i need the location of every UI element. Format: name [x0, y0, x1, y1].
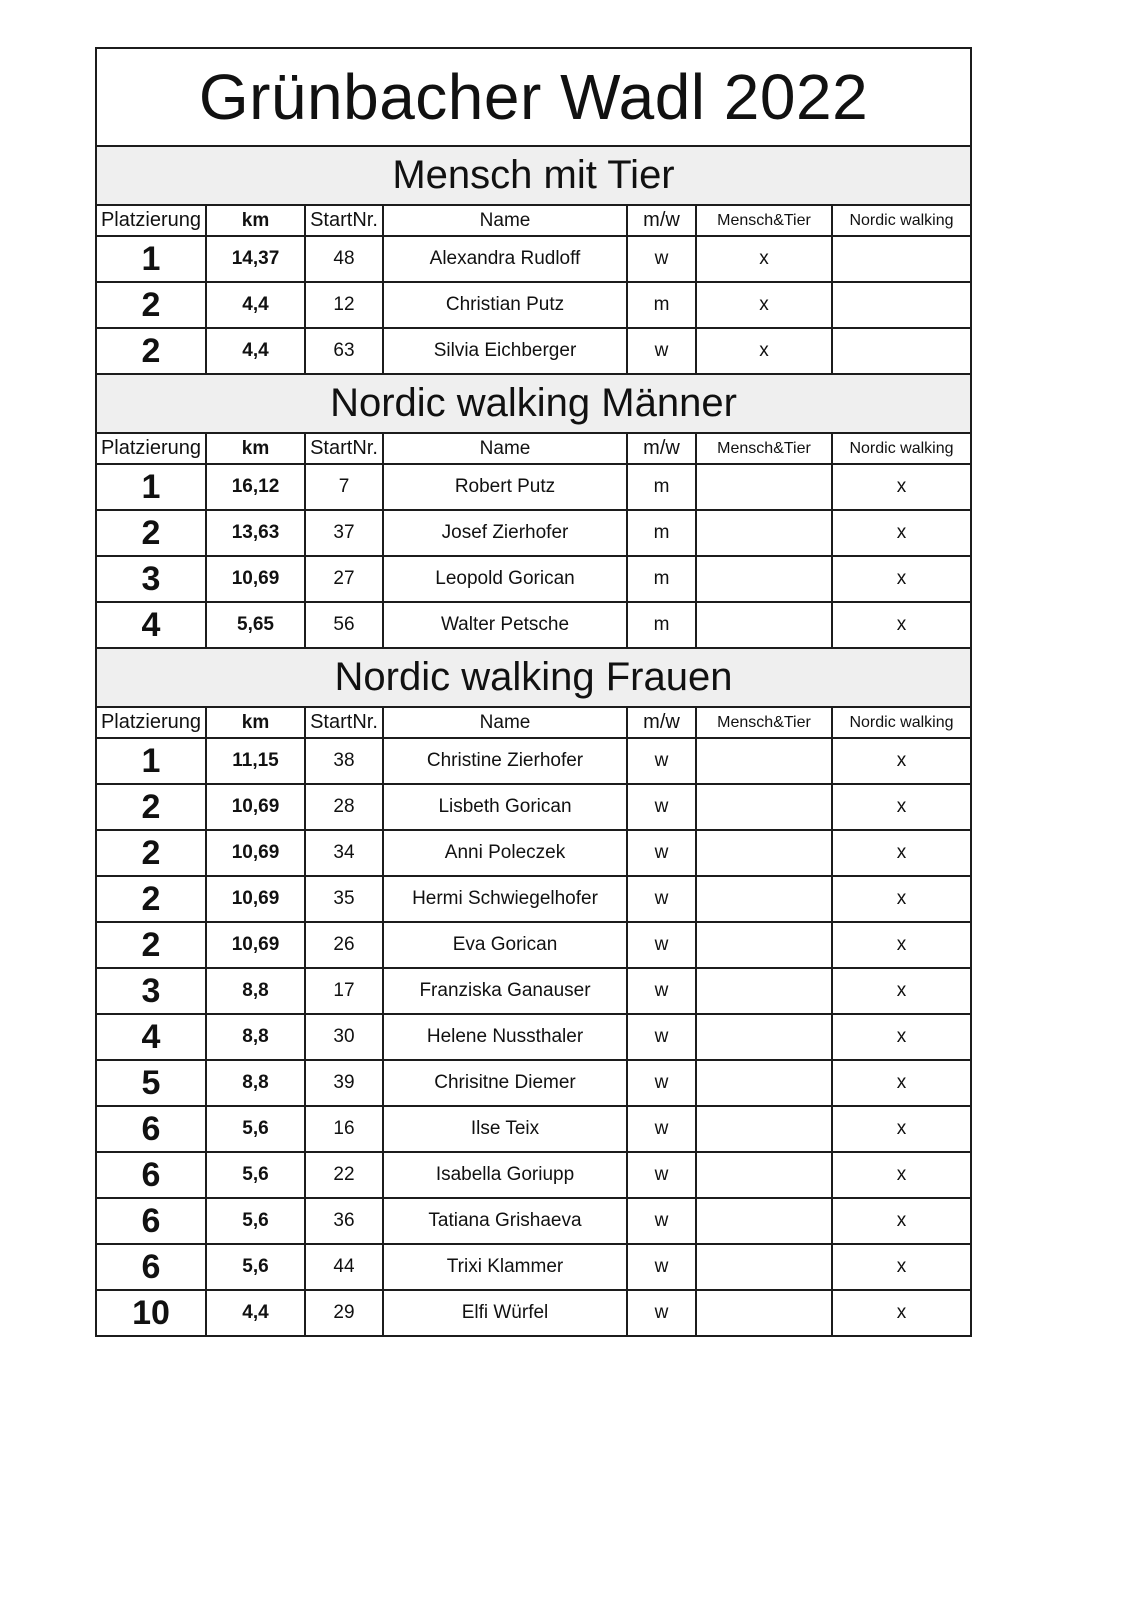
column-header-km: km [206, 707, 305, 738]
cell-nordic-walking: x [832, 922, 971, 968]
cell-mensch-tier [696, 922, 832, 968]
column-header-km: km [206, 205, 305, 236]
cell-mensch-tier [696, 1198, 832, 1244]
cell-mensch-tier [696, 556, 832, 602]
results-table-body [96, 48, 971, 1336]
cell-gender: w [627, 738, 696, 784]
cell-placement: 6 [96, 1106, 206, 1152]
column-header-start-number: StartNr. [305, 707, 383, 738]
cell-nordic-walking [832, 328, 971, 374]
cell-name: Hermi Schwiegelhofer [383, 876, 627, 922]
table-row [96, 738, 971, 784]
cell-km: 8,8 [206, 1060, 305, 1106]
table-row [96, 1060, 971, 1106]
cell-mensch-tier [696, 968, 832, 1014]
cell-mensch-tier [696, 602, 832, 648]
column-header-mensch-tier: Mensch&Tier [696, 433, 832, 464]
cell-start-number: 34 [305, 830, 383, 876]
cell-nordic-walking: x [832, 830, 971, 876]
cell-gender: w [627, 968, 696, 1014]
cell-nordic-walking: x [832, 1152, 971, 1198]
table-row [96, 1152, 971, 1198]
cell-km: 14,37 [206, 236, 305, 282]
cell-placement: 2 [96, 922, 206, 968]
column-header-gender: m/w [627, 707, 696, 738]
cell-placement: 2 [96, 328, 206, 374]
cell-start-number: 39 [305, 1060, 383, 1106]
cell-start-number: 38 [305, 738, 383, 784]
table-row [96, 556, 971, 602]
section-title: Nordic walking Männer [96, 374, 971, 433]
cell-mensch-tier [696, 1106, 832, 1152]
cell-nordic-walking: x [832, 968, 971, 1014]
cell-placement: 10 [96, 1290, 206, 1336]
table-row [96, 784, 971, 830]
cell-nordic-walking: x [832, 1290, 971, 1336]
column-header-nordic-walking: Nordic walking [832, 707, 971, 738]
cell-name: Alexandra Rudloff [383, 236, 627, 282]
column-header-row [96, 205, 971, 236]
cell-mensch-tier [696, 1014, 832, 1060]
table-row [96, 1198, 971, 1244]
column-header-km: km [206, 433, 305, 464]
cell-start-number: 26 [305, 922, 383, 968]
column-header-placement: Platzierung [96, 707, 206, 738]
cell-km: 8,8 [206, 968, 305, 1014]
cell-start-number: 27 [305, 556, 383, 602]
cell-mensch-tier [696, 1152, 832, 1198]
section-title: Nordic walking Frauen [96, 648, 971, 707]
cell-km: 4,4 [206, 1290, 305, 1336]
table-row [96, 282, 971, 328]
cell-km: 10,69 [206, 784, 305, 830]
column-header-placement: Platzierung [96, 205, 206, 236]
cell-nordic-walking: x [832, 1060, 971, 1106]
cell-gender: w [627, 236, 696, 282]
cell-gender: w [627, 1014, 696, 1060]
table-row [96, 510, 971, 556]
table-row [96, 1014, 971, 1060]
cell-gender: m [627, 556, 696, 602]
cell-name: Silvia Eichberger [383, 328, 627, 374]
column-header-nordic-walking: Nordic walking [832, 433, 971, 464]
cell-name: Eva Gorican [383, 922, 627, 968]
column-header-name: Name [383, 205, 627, 236]
cell-name: Leopold Gorican [383, 556, 627, 602]
cell-km: 5,6 [206, 1198, 305, 1244]
cell-mensch-tier: x [696, 236, 832, 282]
cell-mensch-tier [696, 1290, 832, 1336]
column-header-start-number: StartNr. [305, 433, 383, 464]
cell-nordic-walking: x [832, 510, 971, 556]
column-header-gender: m/w [627, 205, 696, 236]
cell-start-number: 17 [305, 968, 383, 1014]
cell-km: 5,6 [206, 1152, 305, 1198]
cell-placement: 2 [96, 282, 206, 328]
table-row [96, 876, 971, 922]
column-header-gender: m/w [627, 433, 696, 464]
cell-nordic-walking: x [832, 1198, 971, 1244]
cell-gender: m [627, 282, 696, 328]
cell-km: 16,12 [206, 464, 305, 510]
table-row [96, 1290, 971, 1336]
table-row [96, 1106, 971, 1152]
cell-start-number: 28 [305, 784, 383, 830]
cell-mensch-tier [696, 876, 832, 922]
column-header-name: Name [383, 707, 627, 738]
cell-name: Elfi Würfel [383, 1290, 627, 1336]
cell-name: Tatiana Grishaeva [383, 1198, 627, 1244]
cell-mensch-tier [696, 510, 832, 556]
table-row [96, 1244, 971, 1290]
cell-nordic-walking: x [832, 876, 971, 922]
table-row [96, 968, 971, 1014]
column-header-row [96, 433, 971, 464]
column-header-row [96, 707, 971, 738]
cell-placement: 1 [96, 236, 206, 282]
table-row [96, 922, 971, 968]
cell-km: 13,63 [206, 510, 305, 556]
cell-gender: w [627, 1198, 696, 1244]
cell-name: Christine Zierhofer [383, 738, 627, 784]
cell-name: Chrisitne Diemer [383, 1060, 627, 1106]
cell-start-number: 22 [305, 1152, 383, 1198]
cell-km: 4,4 [206, 328, 305, 374]
results-table [95, 47, 972, 1337]
cell-start-number: 63 [305, 328, 383, 374]
cell-start-number: 36 [305, 1198, 383, 1244]
cell-start-number: 48 [305, 236, 383, 282]
cell-placement: 6 [96, 1152, 206, 1198]
cell-name: Christian Putz [383, 282, 627, 328]
cell-km: 5,65 [206, 602, 305, 648]
cell-placement: 3 [96, 968, 206, 1014]
column-header-placement: Platzierung [96, 433, 206, 464]
cell-start-number: 37 [305, 510, 383, 556]
cell-nordic-walking [832, 282, 971, 328]
table-row [96, 830, 971, 876]
cell-placement: 6 [96, 1244, 206, 1290]
cell-gender: w [627, 784, 696, 830]
cell-mensch-tier [696, 1060, 832, 1106]
cell-placement: 3 [96, 556, 206, 602]
table-row [96, 464, 971, 510]
cell-name: Helene Nussthaler [383, 1014, 627, 1060]
cell-name: Isabella Goriupp [383, 1152, 627, 1198]
cell-km: 8,8 [206, 1014, 305, 1060]
cell-name: Walter Petsche [383, 602, 627, 648]
cell-nordic-walking: x [832, 784, 971, 830]
cell-name: Trixi Klammer [383, 1244, 627, 1290]
cell-nordic-walking: x [832, 1244, 971, 1290]
cell-gender: w [627, 1244, 696, 1290]
cell-nordic-walking: x [832, 602, 971, 648]
cell-gender: w [627, 1060, 696, 1106]
cell-nordic-walking: x [832, 738, 971, 784]
cell-name: Anni Poleczek [383, 830, 627, 876]
cell-gender: w [627, 328, 696, 374]
column-header-start-number: StartNr. [305, 205, 383, 236]
cell-placement: 5 [96, 1060, 206, 1106]
cell-km: 4,4 [206, 282, 305, 328]
cell-start-number: 12 [305, 282, 383, 328]
cell-km: 11,15 [206, 738, 305, 784]
cell-start-number: 29 [305, 1290, 383, 1336]
cell-gender: w [627, 1290, 696, 1336]
cell-nordic-walking: x [832, 1014, 971, 1060]
cell-mensch-tier [696, 830, 832, 876]
column-header-mensch-tier: Mensch&Tier [696, 707, 832, 738]
cell-nordic-walking: x [832, 1106, 971, 1152]
cell-km: 5,6 [206, 1106, 305, 1152]
cell-km: 10,69 [206, 830, 305, 876]
cell-placement: 4 [96, 1014, 206, 1060]
cell-km: 10,69 [206, 556, 305, 602]
column-header-mensch-tier: Mensch&Tier [696, 205, 832, 236]
cell-gender: w [627, 1152, 696, 1198]
cell-gender: w [627, 1106, 696, 1152]
cell-name: Lisbeth Gorican [383, 784, 627, 830]
cell-start-number: 30 [305, 1014, 383, 1060]
cell-gender: w [627, 876, 696, 922]
column-header-nordic-walking: Nordic walking [832, 205, 971, 236]
cell-mensch-tier [696, 784, 832, 830]
cell-km: 10,69 [206, 922, 305, 968]
cell-name: Josef Zierhofer [383, 510, 627, 556]
cell-nordic-walking: x [832, 464, 971, 510]
cell-placement: 2 [96, 830, 206, 876]
table-row [96, 236, 971, 282]
cell-name: Robert Putz [383, 464, 627, 510]
cell-placement: 2 [96, 784, 206, 830]
cell-gender: w [627, 922, 696, 968]
cell-placement: 1 [96, 738, 206, 784]
cell-start-number: 7 [305, 464, 383, 510]
cell-start-number: 35 [305, 876, 383, 922]
cell-nordic-walking: x [832, 556, 971, 602]
cell-mensch-tier [696, 1244, 832, 1290]
cell-start-number: 56 [305, 602, 383, 648]
cell-gender: w [627, 830, 696, 876]
cell-placement: 6 [96, 1198, 206, 1244]
table-row [96, 328, 971, 374]
cell-km: 5,6 [206, 1244, 305, 1290]
cell-nordic-walking [832, 236, 971, 282]
cell-mensch-tier: x [696, 328, 832, 374]
cell-mensch-tier [696, 738, 832, 784]
results-sheet [95, 47, 970, 1337]
cell-gender: m [627, 464, 696, 510]
cell-placement: 1 [96, 464, 206, 510]
cell-gender: m [627, 602, 696, 648]
table-row [96, 602, 971, 648]
cell-name: Ilse Teix [383, 1106, 627, 1152]
cell-start-number: 44 [305, 1244, 383, 1290]
page-title: Grünbacher Wadl 2022 [96, 48, 971, 146]
cell-mensch-tier: x [696, 282, 832, 328]
cell-placement: 2 [96, 876, 206, 922]
cell-name: Franziska Ganauser [383, 968, 627, 1014]
cell-start-number: 16 [305, 1106, 383, 1152]
cell-placement: 4 [96, 602, 206, 648]
cell-gender: m [627, 510, 696, 556]
cell-placement: 2 [96, 510, 206, 556]
cell-mensch-tier [696, 464, 832, 510]
cell-km: 10,69 [206, 876, 305, 922]
section-title: Mensch mit Tier [96, 146, 971, 205]
column-header-name: Name [383, 433, 627, 464]
